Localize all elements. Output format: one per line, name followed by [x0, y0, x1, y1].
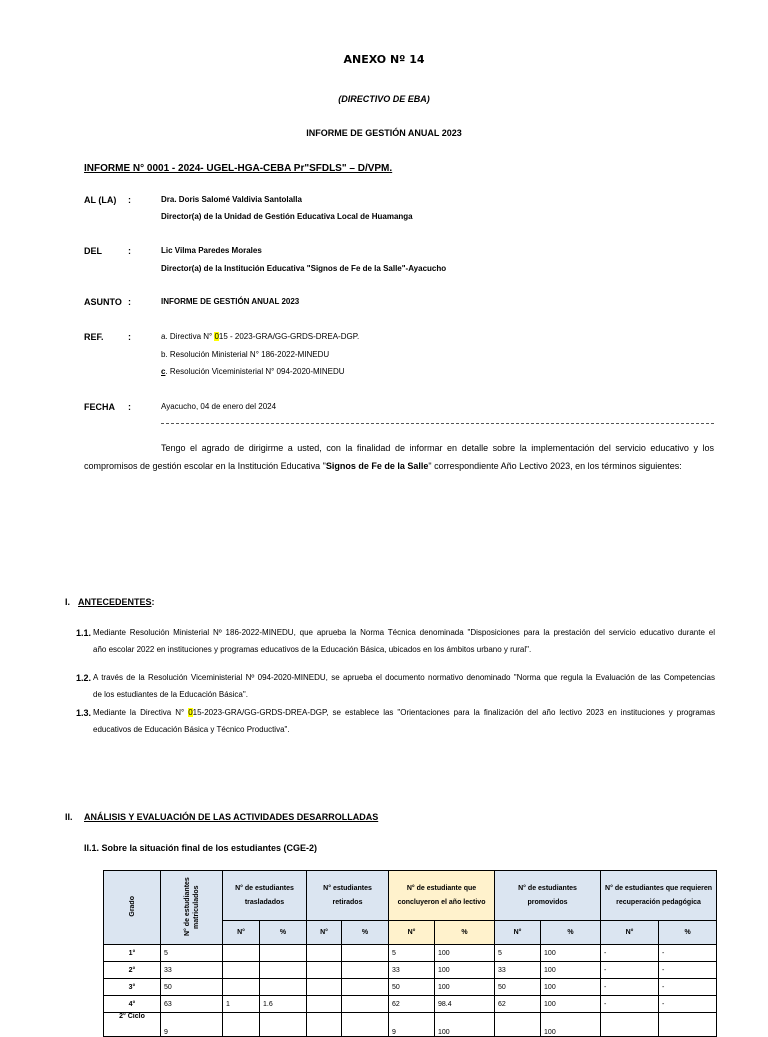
item-text-pre: Mediante la Directiva N° [93, 708, 189, 717]
item-number: 1.2. [76, 673, 92, 683]
concluded-n-cell: 50 [389, 979, 435, 996]
promoted-n-cell: 33 [495, 962, 541, 979]
pct-header: % [541, 921, 601, 945]
colon: : [128, 297, 131, 307]
withdrawn-pct-cell [342, 979, 389, 996]
date-value: Ayacucho, 04 de enero del 2024 [161, 402, 277, 411]
item-text-highlight: 0 [188, 708, 193, 717]
section-1-title-text: ANTECEDENTES [78, 597, 152, 607]
table-row [104, 962, 717, 979]
withdrawn-n-cell [307, 962, 342, 979]
recovery-pct-cell: - [659, 979, 717, 996]
enrolled-header [161, 871, 223, 945]
colon: : [128, 246, 131, 256]
ref-c [161, 367, 345, 376]
separator-line [161, 423, 714, 424]
n-header: N° [307, 921, 342, 945]
to-role: Director(a) de la Unidad de Gestión Educativa Local de Huamanga [161, 212, 413, 221]
section-1-number: I. [65, 597, 71, 607]
withdrawn-pct-cell [342, 945, 389, 962]
report-title: INFORME DE GESTIÓN ANUAL 2023 [306, 128, 462, 138]
withdrawn-n-cell [307, 945, 342, 962]
promoted-pct-cell: 100 [541, 962, 601, 979]
ref-c-letter: c [161, 367, 166, 376]
item-text-line-2: año escolar 2022 en instituciones y programas educativos de la Educación Básica, ubicados en los ámbitos urbano y rural". [93, 645, 532, 654]
transferred-pct-cell [260, 979, 307, 996]
enrolled-cell: 63 [161, 996, 223, 1013]
withdrawn-n-cell [307, 979, 342, 996]
enrolled-cell: 50 [161, 979, 223, 996]
grade-header [104, 871, 161, 945]
institution-name: Signos de Fe de la Salle [325, 461, 429, 471]
recovery-pct-cell: - [659, 962, 717, 979]
concluded-pct-cell: 100 [435, 979, 495, 996]
colon: : [128, 195, 131, 205]
subject-label: ASUNTO [84, 297, 122, 307]
item-text-line-2: de los estudiantes de la Educación Básica". [93, 690, 248, 699]
from-name: Lic Vilma Paredes Morales [161, 246, 262, 255]
item-text-line-1: A través de la Resolución Viceministerial Nº 094-2020-MINEDU, se aprueba el documento normativo denominado "Norma que regula la Evaluación de las Competencias [93, 673, 715, 682]
promoted-n-cell: 50 [495, 979, 541, 996]
recovery-n-cell: - [601, 962, 659, 979]
promoted-n-cell: 62 [495, 996, 541, 1013]
pct-header: % [260, 921, 307, 945]
item-number: 1.3. [76, 708, 92, 718]
transferred-n-cell: 1 [223, 996, 260, 1013]
table-row [104, 945, 717, 962]
item-text-line-2: educativos de Educación Básica y Técnico Productiva". [93, 725, 290, 734]
from-label: DEL [84, 246, 102, 256]
annex-title: ANEXO Nº 14 [343, 53, 425, 66]
transferred-n-cell [223, 979, 260, 996]
pct-header: % [342, 921, 389, 945]
ref-a-prefix: a. Directiva N° [161, 332, 215, 341]
concluded-pct-cell: 100 [435, 945, 495, 962]
enrolled-cell: 5 [161, 945, 223, 962]
transferred-n-cell [223, 962, 260, 979]
section-2-title: ANÁLISIS Y EVALUACIÓN DE LAS ACTIVIDADES DESARROLLADAS [84, 812, 379, 822]
item-text-post: 15-2023-GRA/GG-GRDS-DREA-DGP, se establece las "Orientaciones para la finalización del año lectivo 2023 en instituciones y programas [192, 708, 715, 717]
transferred-n-cell [223, 1013, 260, 1037]
concluded-n-cell: 62 [389, 996, 435, 1013]
transferred-pct-cell [260, 945, 307, 962]
ref-a-highlight: 0 [214, 332, 219, 341]
section-2-number: II. [65, 812, 73, 822]
grade-cell: 1° [104, 945, 161, 962]
enrolled-cell: 33 [161, 962, 223, 979]
grade-cell: 2° Ciclo [104, 1013, 161, 1037]
withdrawn-pct-cell [342, 996, 389, 1013]
recovery-n-cell: - [601, 945, 659, 962]
table-row [104, 1013, 717, 1037]
concluded-n-cell: 5 [389, 945, 435, 962]
intro-text-end: " correspondiente Año Lectivo 2023, en los términos siguientes: [428, 461, 682, 471]
grade-cell: 2° [104, 962, 161, 979]
recovery-n-cell: - [601, 979, 659, 996]
promoted-header: N° de estudiantes promovidos [495, 871, 601, 921]
withdrawn-pct-cell [342, 962, 389, 979]
colon: : [128, 332, 131, 342]
report-number: INFORME N° 0001 - 2024- UGEL-HGA-CEBA Pr"SFDLS" – D/VPM. [84, 163, 393, 174]
recovery-pct-cell [659, 1013, 717, 1037]
item-text-line-1: Mediante Resolución Ministerial Nº 186-2022-MINEDU, que aprueba la Norma Técnica denominada "Disposiciones para la prestación del servicio educativo durante el [93, 628, 715, 637]
transferred-n-cell [223, 945, 260, 962]
directive-subtitle: (DIRECTIVO DE EBA) [338, 94, 430, 104]
transferred-header: N° de estudiantes trasladados [223, 871, 307, 921]
recovery-pct-cell: - [659, 945, 717, 962]
pct-header: % [659, 921, 717, 945]
promoted-n-cell: 5 [495, 945, 541, 962]
promoted-pct-cell: 100 [541, 979, 601, 996]
grade-cell: 3° [104, 979, 161, 996]
concluded-n-cell: 33 [389, 962, 435, 979]
transferred-pct-cell: 1.6 [260, 996, 307, 1013]
to-name: Dra. Doris Salomé Valdivia Santolalla [161, 195, 302, 204]
n-header: N° [495, 921, 541, 945]
recovery-pct-cell: - [659, 996, 717, 1013]
concluded-header: N° de estudiante que concluyeron el año lectivo [389, 871, 495, 921]
concluded-n-cell: 9 [389, 1013, 435, 1037]
n-header: N° [223, 921, 260, 945]
ref-a-suffix: 15 - 2023-GRA/GG-GRDS-DREA-DGP. [218, 332, 360, 341]
concluded-pct-cell: 100 [435, 1013, 495, 1037]
transferred-pct-cell [260, 962, 307, 979]
intro-line-1: Tengo el agrado de dirigirme a usted, con la finalidad de informar en detalle sobre la implementación del servicio educativo y los [161, 443, 714, 453]
n-header: N° [389, 921, 435, 945]
grade-header-text: Grado [128, 896, 136, 917]
ref-a [161, 332, 359, 341]
to-label: AL (LA) [84, 195, 117, 205]
section-1-colon: : [151, 597, 155, 607]
from-role: Director(a) de la Institución Educativa "Signos de Fe de la Salle"-Ayacucho [161, 264, 447, 273]
pct-header: % [435, 921, 495, 945]
transferred-pct-cell [260, 1013, 307, 1037]
promoted-pct-cell: 100 [541, 996, 601, 1013]
intro-line-2 [84, 461, 682, 471]
subject-value: INFORME DE GESTIÓN ANUAL 2023 [161, 297, 300, 306]
withdrawn-n-cell [307, 996, 342, 1013]
withdrawn-n-cell [307, 1013, 342, 1037]
n-header: N° [601, 921, 659, 945]
section-1-title [78, 597, 155, 607]
enrolled-header-text: N° de estudiantes matriculados [183, 877, 200, 936]
promoted-pct-cell: 100 [541, 1013, 601, 1037]
item-text-line-1 [93, 708, 715, 717]
recovery-n-cell [601, 1013, 659, 1037]
table-row [104, 979, 717, 996]
intro-text: compromisos de gestión escolar en la Institución Educativa " [84, 461, 326, 471]
concluded-pct-cell: 100 [435, 962, 495, 979]
colon: : [128, 402, 131, 412]
promoted-n-cell [495, 1013, 541, 1037]
concluded-pct-cell: 98.4 [435, 996, 495, 1013]
table-row [104, 996, 717, 1013]
section-2-subtitle: II.1. Sobre la situación final de los estudiantes (CGE-2) [84, 843, 318, 853]
ref-label: REF. [84, 332, 104, 342]
date-label: FECHA [84, 402, 115, 412]
ref-c-text: . Resolución Viceministerial N° 094-2020-MINEDU [165, 367, 345, 376]
withdrawn-header: N° estudiantes retirados [307, 871, 389, 921]
recovery-header: N° de estudiantes que requieren recuperación pedagógica [601, 871, 717, 921]
grade-cell: 4° [104, 996, 161, 1013]
recovery-n-cell: - [601, 996, 659, 1013]
students-status-table [103, 870, 717, 1037]
ref-b: b. Resolución Ministerial N° 186-2022-MINEDU [161, 350, 330, 359]
withdrawn-pct-cell [342, 1013, 389, 1037]
item-number: 1.1. [76, 628, 92, 638]
enrolled-cell: 9 [161, 1013, 223, 1037]
promoted-pct-cell: 100 [541, 945, 601, 962]
